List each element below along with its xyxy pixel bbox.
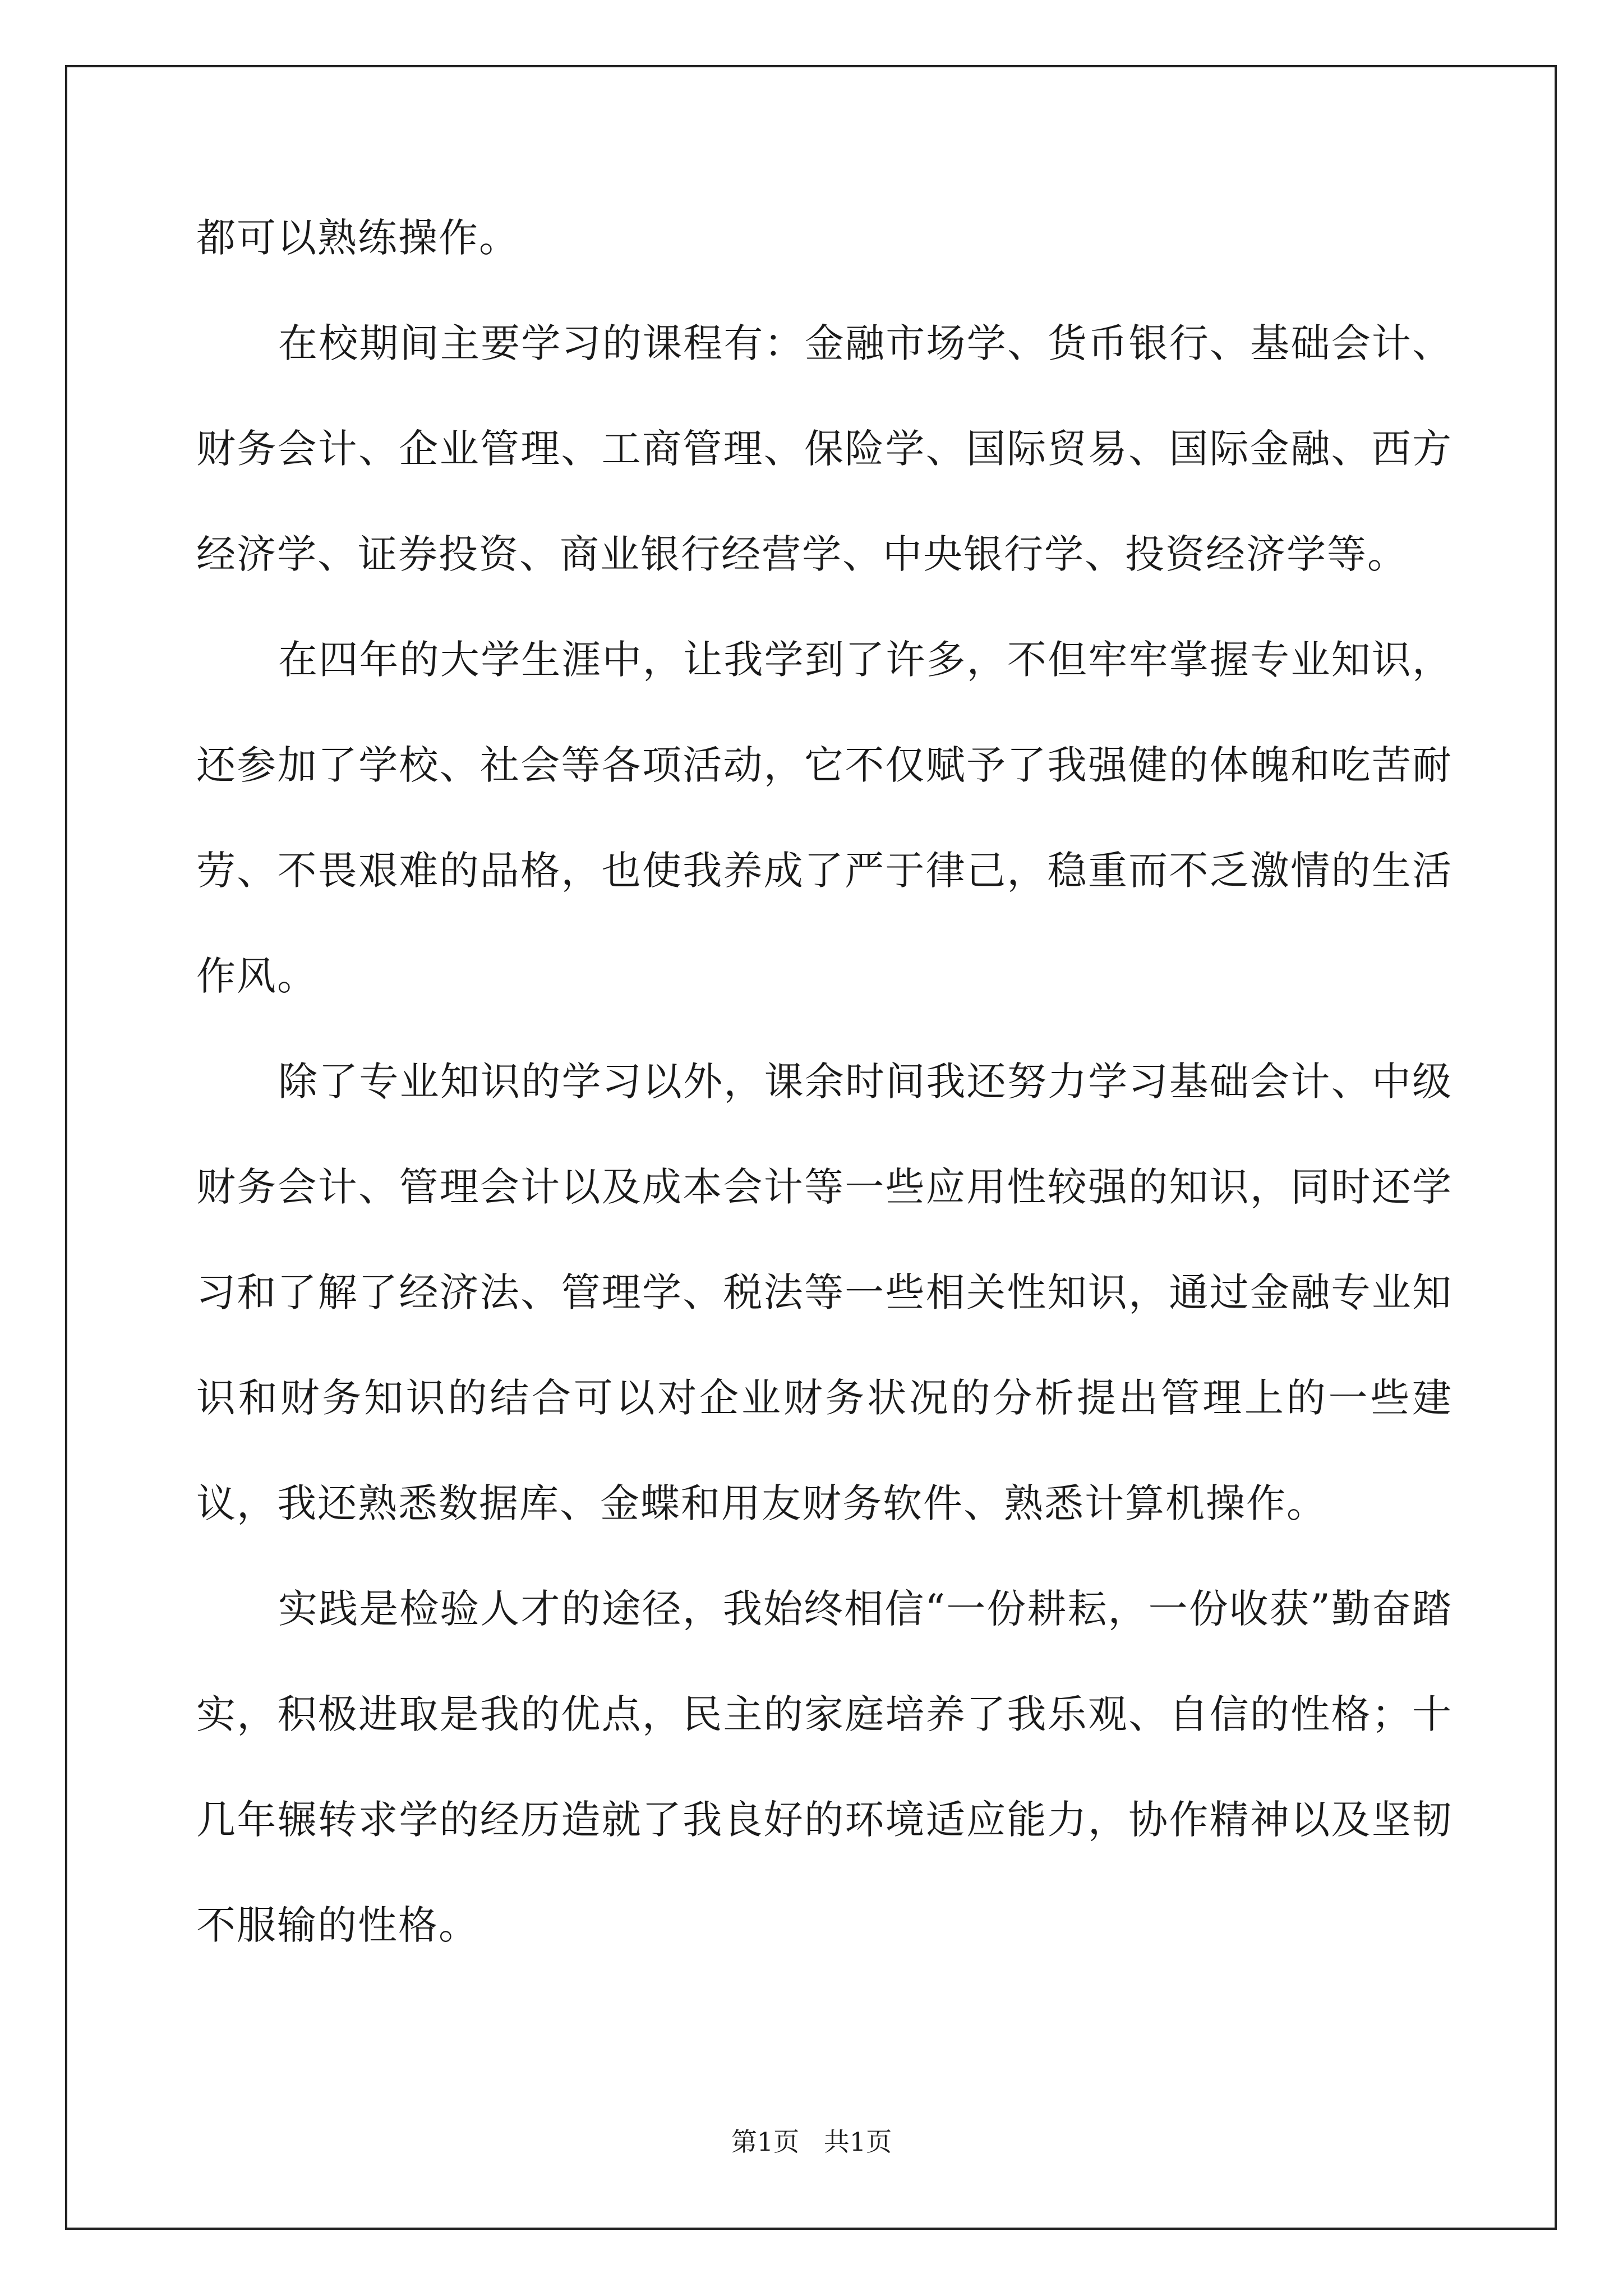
document-body — [196, 185, 1453, 1978]
paragraph-3: 在四年的大学生涯中，让我学到了许多，不但牢牢掌握专业知识，还参加了学校、社会等各项活动，它不仅赋予了我强健的体魄和吃苦耐劳、不畏艰难的品格，也使我养成了严于律己，稳重而不乏激情的生活作风。 — [196, 637, 1453, 999]
paragraph-2: 在校期间主要学习的课程有：金融市场学、货币银行、基础会计、财务会计、企业管理、工商管理、保险学、国际贸易、国际金融、西方经济学、证券投资、商业银行经营学、中央银行学、投资经济学等。 — [196, 320, 1453, 577]
paragraph-5: 实践是检验人才的途径，我始终相信“一份耕耘，一份收获”勤奋踏实，积极进取是我的优点，民主的家庭培养了我乐观、自信的性格；十几年辗转求学的经历造就了我良好的环境适应能力，协作精神以及坚韧不服输的性格。 — [196, 1586, 1453, 1948]
paragraph-4: 除了专业知识的学习以外，课余时间我还努力学习基础会计、中级财务会计、管理会计以及成本会计等一些应用性较强的知识，同时还学习和了解了经济法、管理学、税法等一些相关性知识，通过金融专业知识和财务知识的结合可以对企业财务状况的分析提出管理上的一些建议，我还熟悉数据库、金蝶和用友财务软件、熟悉计算机操作。 — [196, 1059, 1453, 1526]
page-number-footer: 第1页 共1页 — [731, 2127, 892, 2157]
paragraph-1: 都可以熟练操作。 — [196, 215, 519, 261]
